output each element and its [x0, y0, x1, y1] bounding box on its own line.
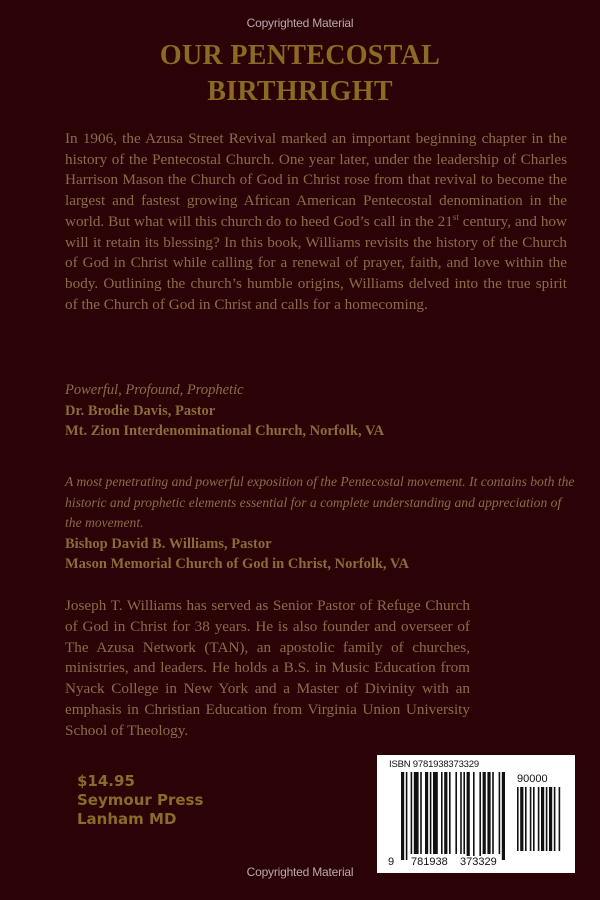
blurb-part-2: century, and how will it retain its blessing? In this book, Williams revisits the history of the Church of God in Christ while calling for a renewal of prayer, faith, and love within the body. Outlining the church’s humble origins, Williams delved into the true spirit of the Church of God in Christ and calls for a homecoming. [65, 212, 567, 313]
barcode-addon-bar [554, 787, 556, 851]
barcode-addon-label: 90000 [517, 773, 548, 785]
barcode-bar [433, 772, 438, 854]
barcode-left-digits: 781938 [411, 856, 448, 868]
endorser-name: Dr. Brodie Davis, Pastor [65, 402, 216, 419]
barcode-addon-bar [559, 787, 561, 851]
barcode-bar [473, 772, 475, 860]
book-blurb [65, 129, 567, 315]
barcode-bar [487, 772, 490, 854]
endorsement [65, 380, 575, 442]
barcode-bar [449, 772, 451, 854]
publisher-block [77, 772, 203, 829]
barcode-addon-bar [546, 787, 548, 851]
isbn-barcode [377, 755, 575, 873]
copyright-watermark-bottom: Copyrighted Material [246, 865, 354, 879]
title-line-1: OUR PENTECOSTAL [159, 40, 441, 71]
title-line-2: BIRTHRIGHT [207, 76, 393, 107]
barcode-bar [463, 772, 465, 854]
barcode-bar [455, 772, 457, 854]
blurb-superscript: st [452, 211, 459, 222]
barcode-bar [499, 772, 501, 854]
publisher-name: Seymour Press [77, 791, 204, 809]
barcode-bar [444, 772, 447, 854]
barcode-bar [441, 772, 443, 854]
book-title [0, 38, 600, 110]
barcode-bar [460, 772, 462, 854]
barcode-bar [411, 772, 413, 854]
blurb-part-1: In 1906, the Azusa Street Revival marked an important beginning chapter in the history of the Pentecostal Church. One year later, under the leadership of Charles Harrison Mason the Church of God in Christ rose from that revival to become the largest and fastest growing African American Pentecostal denomination in the world. But what will this church do to heed God’s call in the 21 [65, 130, 567, 230]
copyright-watermark-top: Copyrighted Material [246, 16, 354, 30]
barcode-bar [492, 772, 494, 854]
author-bio: Joseph T. Williams has served as Senior Pastor of Refuge Church of God in Christ for 38 years. He is also founder and overseer of The Azusa Network (TAN), an apostolic family of churches, ministries, and leaders. He holds a B.S. in Music Education from Nyack College in New York and a Master of Divinity with an emphasis in Christian Education from Virginia Union University School of Theology. [65, 597, 470, 739]
barcode-bar [401, 772, 404, 860]
endorsement-quote: Powerful, Profound, Prophetic [65, 382, 244, 398]
barcode-bar [430, 772, 432, 854]
barcode-addon-bar [538, 787, 540, 851]
endorser-name: Bishop David B. Williams, Pastor [65, 535, 272, 552]
barcode-bar [406, 772, 408, 860]
barcode-right-digits: 373329 [460, 856, 497, 868]
isbn-label: ISBN 9781938373329 [389, 759, 479, 770]
barcode-addon-bar [525, 787, 527, 851]
barcode-bar [425, 772, 428, 854]
barcode-bar [420, 772, 422, 854]
barcode-first-digit: 9 [388, 856, 395, 868]
price: $14.95 [77, 772, 135, 790]
barcode-addon-bar [549, 787, 552, 851]
barcode-bar [479, 772, 481, 860]
barcode-bar [502, 772, 505, 860]
endorsement-quote: A most penetrating and powerful exposition of the Pentecostal movement. It contains both the historic and prophetic elements essential for a complete understanding and appreciation of the movement. [65, 474, 575, 530]
endorser-church: Mt. Zion Interdenominational Church, Norfolk, VA [65, 423, 385, 439]
barcode-addon-bar [517, 787, 519, 851]
barcode-bar [467, 772, 470, 860]
barcode-addon-bar [541, 787, 544, 851]
barcode-bar [483, 772, 486, 854]
barcode-bar [414, 772, 419, 854]
endorsement [65, 472, 575, 575]
endorser-church: Mason Memorial Church of God in Christ, Norfolk, VA [65, 556, 409, 572]
publisher-location: Lanham MD [77, 810, 177, 828]
barcode-addon-bar [520, 787, 523, 851]
barcode-addon-bar [530, 787, 532, 851]
barcode-addon-bar [533, 787, 535, 851]
